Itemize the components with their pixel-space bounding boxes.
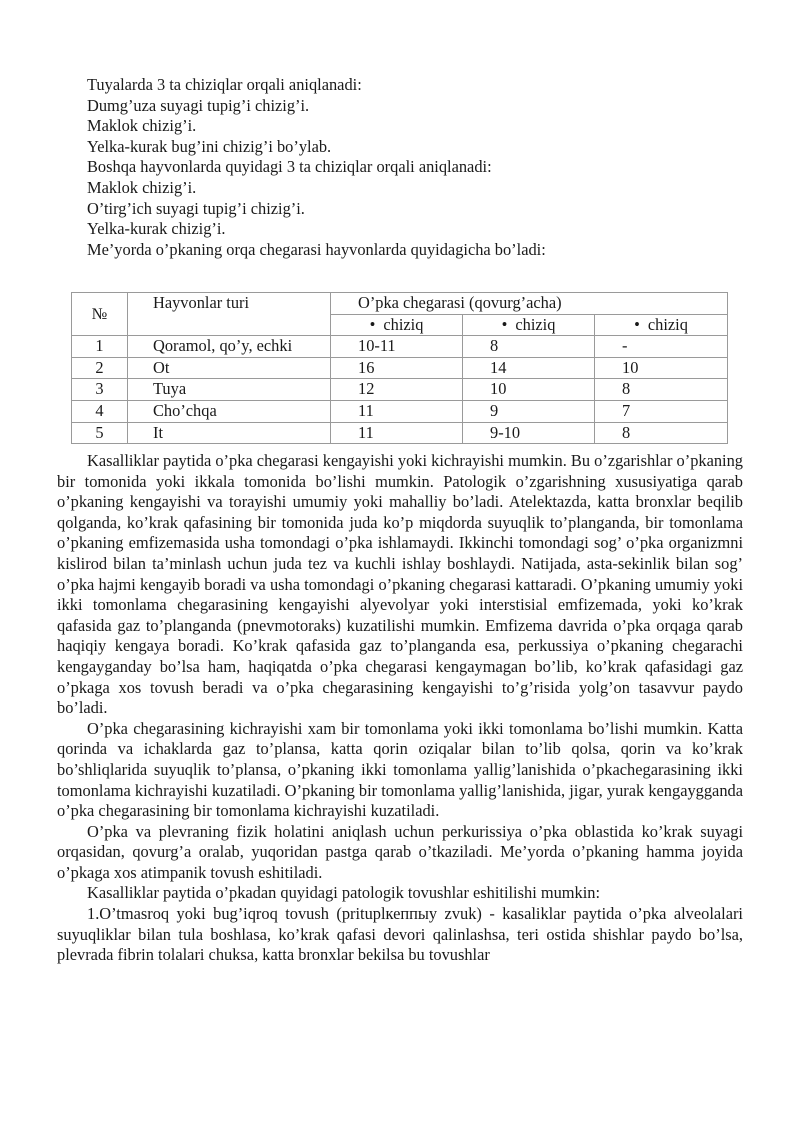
animal-type: Qoramol, qo’y, echki <box>128 336 331 358</box>
subheader-line: • chiziq <box>463 314 595 336</box>
row-number: 5 <box>72 422 128 444</box>
row-number: 4 <box>72 400 128 422</box>
paragraph: O’pka va plevraning fizik holatini aniqlash uchun perkurissiya o’pka oblastida ko’krak suyagi orqasidan, qovurg’a oralab, yuqoridan pastga qarab o’tkaziladi. Me’yorda o’pkaning hamma joyida o’pkaga xos atimpanik tovush eshitiladi. <box>57 821 743 882</box>
table-header-row <box>72 293 728 315</box>
rib-line-1: 11 <box>331 400 463 422</box>
lung-border-table <box>71 292 728 444</box>
header-lung-border: O’pka chegarasi (qovurg’acha) <box>331 293 728 315</box>
intro-line: Yelka-kurak chizig’i. <box>87 219 226 239</box>
intro-line: Boshqa hayvonlarda quyidagi 3 ta chiziqlar orqali aniqlanadi: <box>87 157 492 177</box>
table-row <box>72 357 728 379</box>
rib-line-1: 16 <box>331 357 463 379</box>
row-number: 1 <box>72 336 128 358</box>
intro-line: Dumg’uza suyagi tupig’i chizig’i. <box>87 95 310 115</box>
intro-line: Tuyalarda 3 ta chiziqlar orqali aniqlanadi: <box>87 75 362 94</box>
intro-line: O’tirg’ich suyagi tupig’i chizig’i. <box>87 198 305 218</box>
rib-line-3: 8 <box>595 422 728 444</box>
animal-type: Tuya <box>128 379 331 401</box>
subheader-line: • chiziq <box>331 314 463 336</box>
body-text <box>57 451 743 966</box>
intro-line: Maklok chizig’i. <box>87 116 197 136</box>
intro-line: Maklok chizig’i. <box>87 177 197 197</box>
paragraph: Kasalliklar paytida o’pka chegarasi kengayishi yoki kichrayishi mumkin. Bu o’zgarishlar o’pkaning bir tomonida yoki ikkala tomonida bo’lishi mumkin. Patologik o’zgarishning xususiyatiga qarab o’pkaning kengayishi va torayishi umumiy yoki mahalliy bo’ladi. Atelektazda, katta bronxlar beqilib qolganda, ko’krak qafasining bir tomonida juda ko’p miqdorda suyuqlik to’planganda, bir tomonlama o’pkaning emfizemasida usha tomondagi o’pka ishlamaydi. Ikkinchi tomondagi sog’ o’pka organizmni kislirod bilan ta’minlash uchun juda tez va kuchli ishlay boshlaydi. Natijada, asta-sekinlik bilan sog’ o’pka hajmi kengayib boradi va usha tomondagi o’pkaning chegarasi kattaradi. O’pkaning umumiy yoki ikki tomonlama chegarasining kengayishi alyevolyar yoki interstisial emfizemada, yoki ko’krak qafasida gaz to’planganda (pnevmotoraks) kuzatilishi mumkin. Emfizema davrida o’pka orqaga qarab haqiqiy kengaya boradi. Ko’krak qafasida gaz to’planganda esa, perkussiya o’pkaning chegarachi kengayganday bo’lsa ham, haqiqatda o’pka chegarasi kengaymagan bo’lib, ko’krak qafasidagi gaz o’pkaga xos tovush beradi va o’pka chegarasining kengayishi to’g’risida yolg’on tasavvur paydo bo’ladi. <box>57 451 743 718</box>
rib-line-3: 10 <box>595 357 728 379</box>
bullet-icon: • <box>634 314 640 334</box>
rib-line-1: 10-11 <box>331 336 463 358</box>
rib-line-2: 8 <box>463 336 595 358</box>
rib-line-1: 11 <box>331 422 463 444</box>
rib-line-3: 7 <box>595 400 728 422</box>
rib-line-2: 9 <box>463 400 595 422</box>
paragraph: 1.O’tmasroq yoki bug’iqroq tovush (prituplкеппыу zvuk) - kasaliklar paytida o’pka alveolalari suyuqliklar bilan tula boshlasa, ko’krak qafasi devori qalinlashsa, teri ostida shishlar paydo bo’lsa, plevrada fibrin tolalari chuksa, katta bronxlar bekilsa bu tovushlar <box>57 904 743 965</box>
paragraph: O’pka chegarasining kichrayishi xam bir tomonlama yoki ikki tomonlama bo’lishi mumkin. Katta qorinda va ichaklarda gaz to’plansa, katta qorin oziqalar bilan to’lib qolsa, qorin va ko’krak bo’shliqlarida suyuqlik to’plansa, o’pkaning ikki tomonlama yallig’lanishida o’pkachegarasining ikki tomonlama kichrayishi kuzatiladi. O’pkaning bir tomonlama yallig’lanishida, jigar, yurak kengaygganda o’pka chegarasining bir tomonlama kichrayishi kuzatiladi. <box>57 718 743 821</box>
rib-line-2: 9-10 <box>463 422 595 444</box>
intro-block <box>87 75 747 260</box>
animal-type: Cho’chqa <box>128 400 331 422</box>
intro-line: Yelka-kurak bug’ini chizig’i bo’ylab. <box>87 136 332 156</box>
table-row <box>72 379 728 401</box>
row-number: 2 <box>72 357 128 379</box>
subheader-line: • chiziq <box>595 314 728 336</box>
rib-line-1: 12 <box>331 379 463 401</box>
paragraph: Kasalliklar paytida o’pkadan quyidagi patologik tovushlar eshitilishi mumkin: <box>87 883 601 903</box>
animal-type: Ot <box>128 357 331 379</box>
rib-line-2: 14 <box>463 357 595 379</box>
header-number: № <box>72 293 128 336</box>
table-row <box>72 400 728 422</box>
table-row <box>72 422 728 444</box>
intro-line: Me’yorda o’pkaning orqa chegarasi hayvonlarda quyidagicha bo’ladi: <box>87 239 546 259</box>
rib-line-3: 8 <box>595 379 728 401</box>
rib-line-3: - <box>595 336 728 358</box>
bullet-icon: • <box>501 314 508 334</box>
table-row <box>72 336 728 358</box>
animal-type: It <box>128 422 331 444</box>
row-number: 3 <box>72 379 128 401</box>
bullet-icon: • <box>369 314 376 334</box>
rib-line-2: 10 <box>463 379 595 401</box>
header-animal-type: Hayvonlar turi <box>128 293 331 336</box>
